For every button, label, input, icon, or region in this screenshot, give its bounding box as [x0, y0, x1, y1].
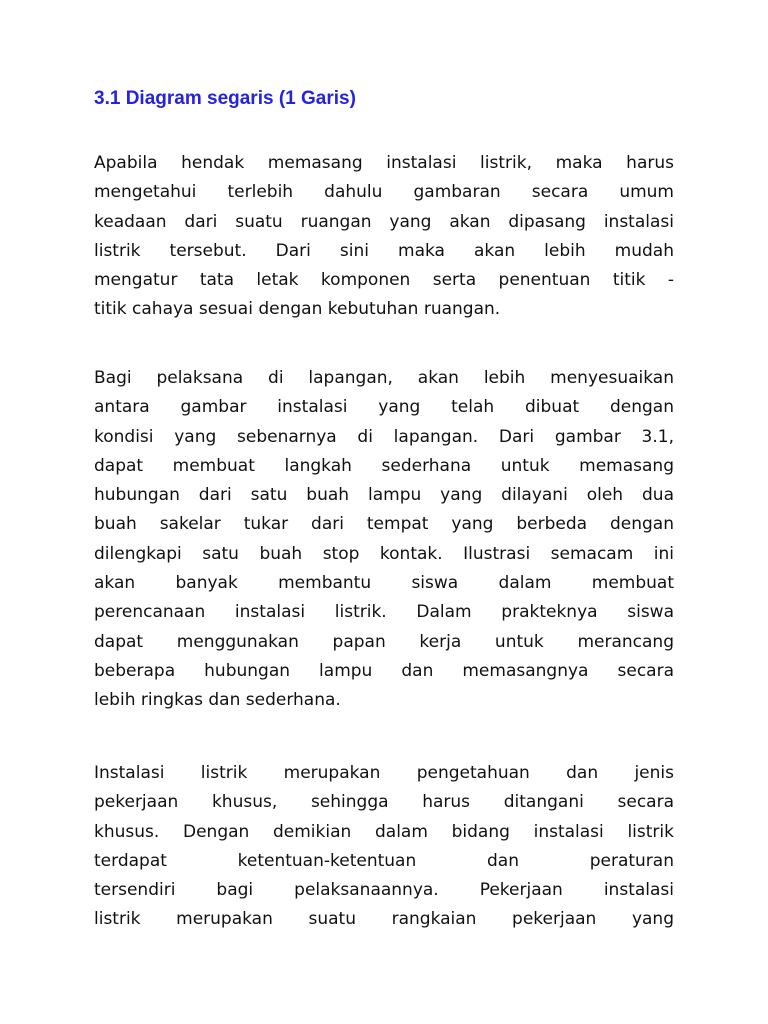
paragraph-line: keadaan dari suatu ruangan yang akan dipasang instalasi: [94, 211, 674, 232]
paragraph-line: akan banyak membantu siswa dalam membuat: [94, 573, 674, 594]
paragraph-line: Bagi pelaksana di lapangan, akan lebih menyesuaikan: [94, 368, 674, 388]
paragraph-line: titik cahaya sesuai dengan kebutuhan ruangan.: [94, 299, 501, 320]
paragraph-line: Instalasi listrik merupakan pengetahuan dan jenis: [94, 763, 674, 783]
section-heading: 3.1 Diagram segaris (1 Garis): [94, 88, 356, 109]
paragraph-line: lebih ringkas dan sederhana.: [94, 690, 341, 711]
paragraph-line: mengatur tata letak komponen serta penentuan titik -: [94, 270, 674, 291]
paragraph-2: [94, 364, 674, 716]
paragraph-line: beberapa hubungan lampu dan memasangnya secara: [94, 660, 674, 681]
paragraph-line: Apabila hendak memasang instalasi listrik, maka harus: [94, 153, 674, 173]
paragraph-line: terdapat ketentuan-ketentuan dan peraturan: [94, 850, 674, 871]
paragraph-1: [94, 149, 674, 325]
paragraph-line: perencanaan instalasi listrik. Dalam prakteknya siswa: [94, 602, 674, 623]
paragraph-line: antara gambar instalasi yang telah dibuat dengan: [94, 397, 674, 418]
paragraph-line: pekerjaan khusus, sehingga harus ditangani secara: [94, 792, 674, 813]
paragraph-line: hubungan dari satu buah lampu yang dilayani oleh dua: [94, 485, 674, 506]
paragraph-line: dapat membuat langkah sederhana untuk memasang: [94, 455, 674, 476]
paragraph-line: khusus. Dengan demikian dalam bidang instalasi listrik: [94, 821, 674, 842]
paragraph-line: dilengkapi satu buah stop kontak. Ilustrasi semacam ini: [94, 543, 674, 564]
paragraph-line: tersendiri bagi pelaksanaannya. Pekerjaan instalasi: [94, 880, 674, 901]
paragraph-line: listrik tersebut. Dari sini maka akan lebih mudah: [94, 240, 674, 261]
paragraph-line: buah sakelar tukar dari tempat yang berbeda dengan: [94, 514, 674, 535]
paragraph-line: kondisi yang sebenarnya di lapangan. Dari gambar 3.1,: [94, 426, 674, 447]
paragraph-line: mengetahui terlebih dahulu gambaran secara umum: [94, 182, 674, 203]
paragraph-3: [94, 759, 674, 935]
paragraph-line: listrik merupakan suatu rangkaian pekerjaan yang: [94, 909, 674, 930]
paragraph-line: dapat menggunakan papan kerja untuk merancang: [94, 631, 674, 652]
